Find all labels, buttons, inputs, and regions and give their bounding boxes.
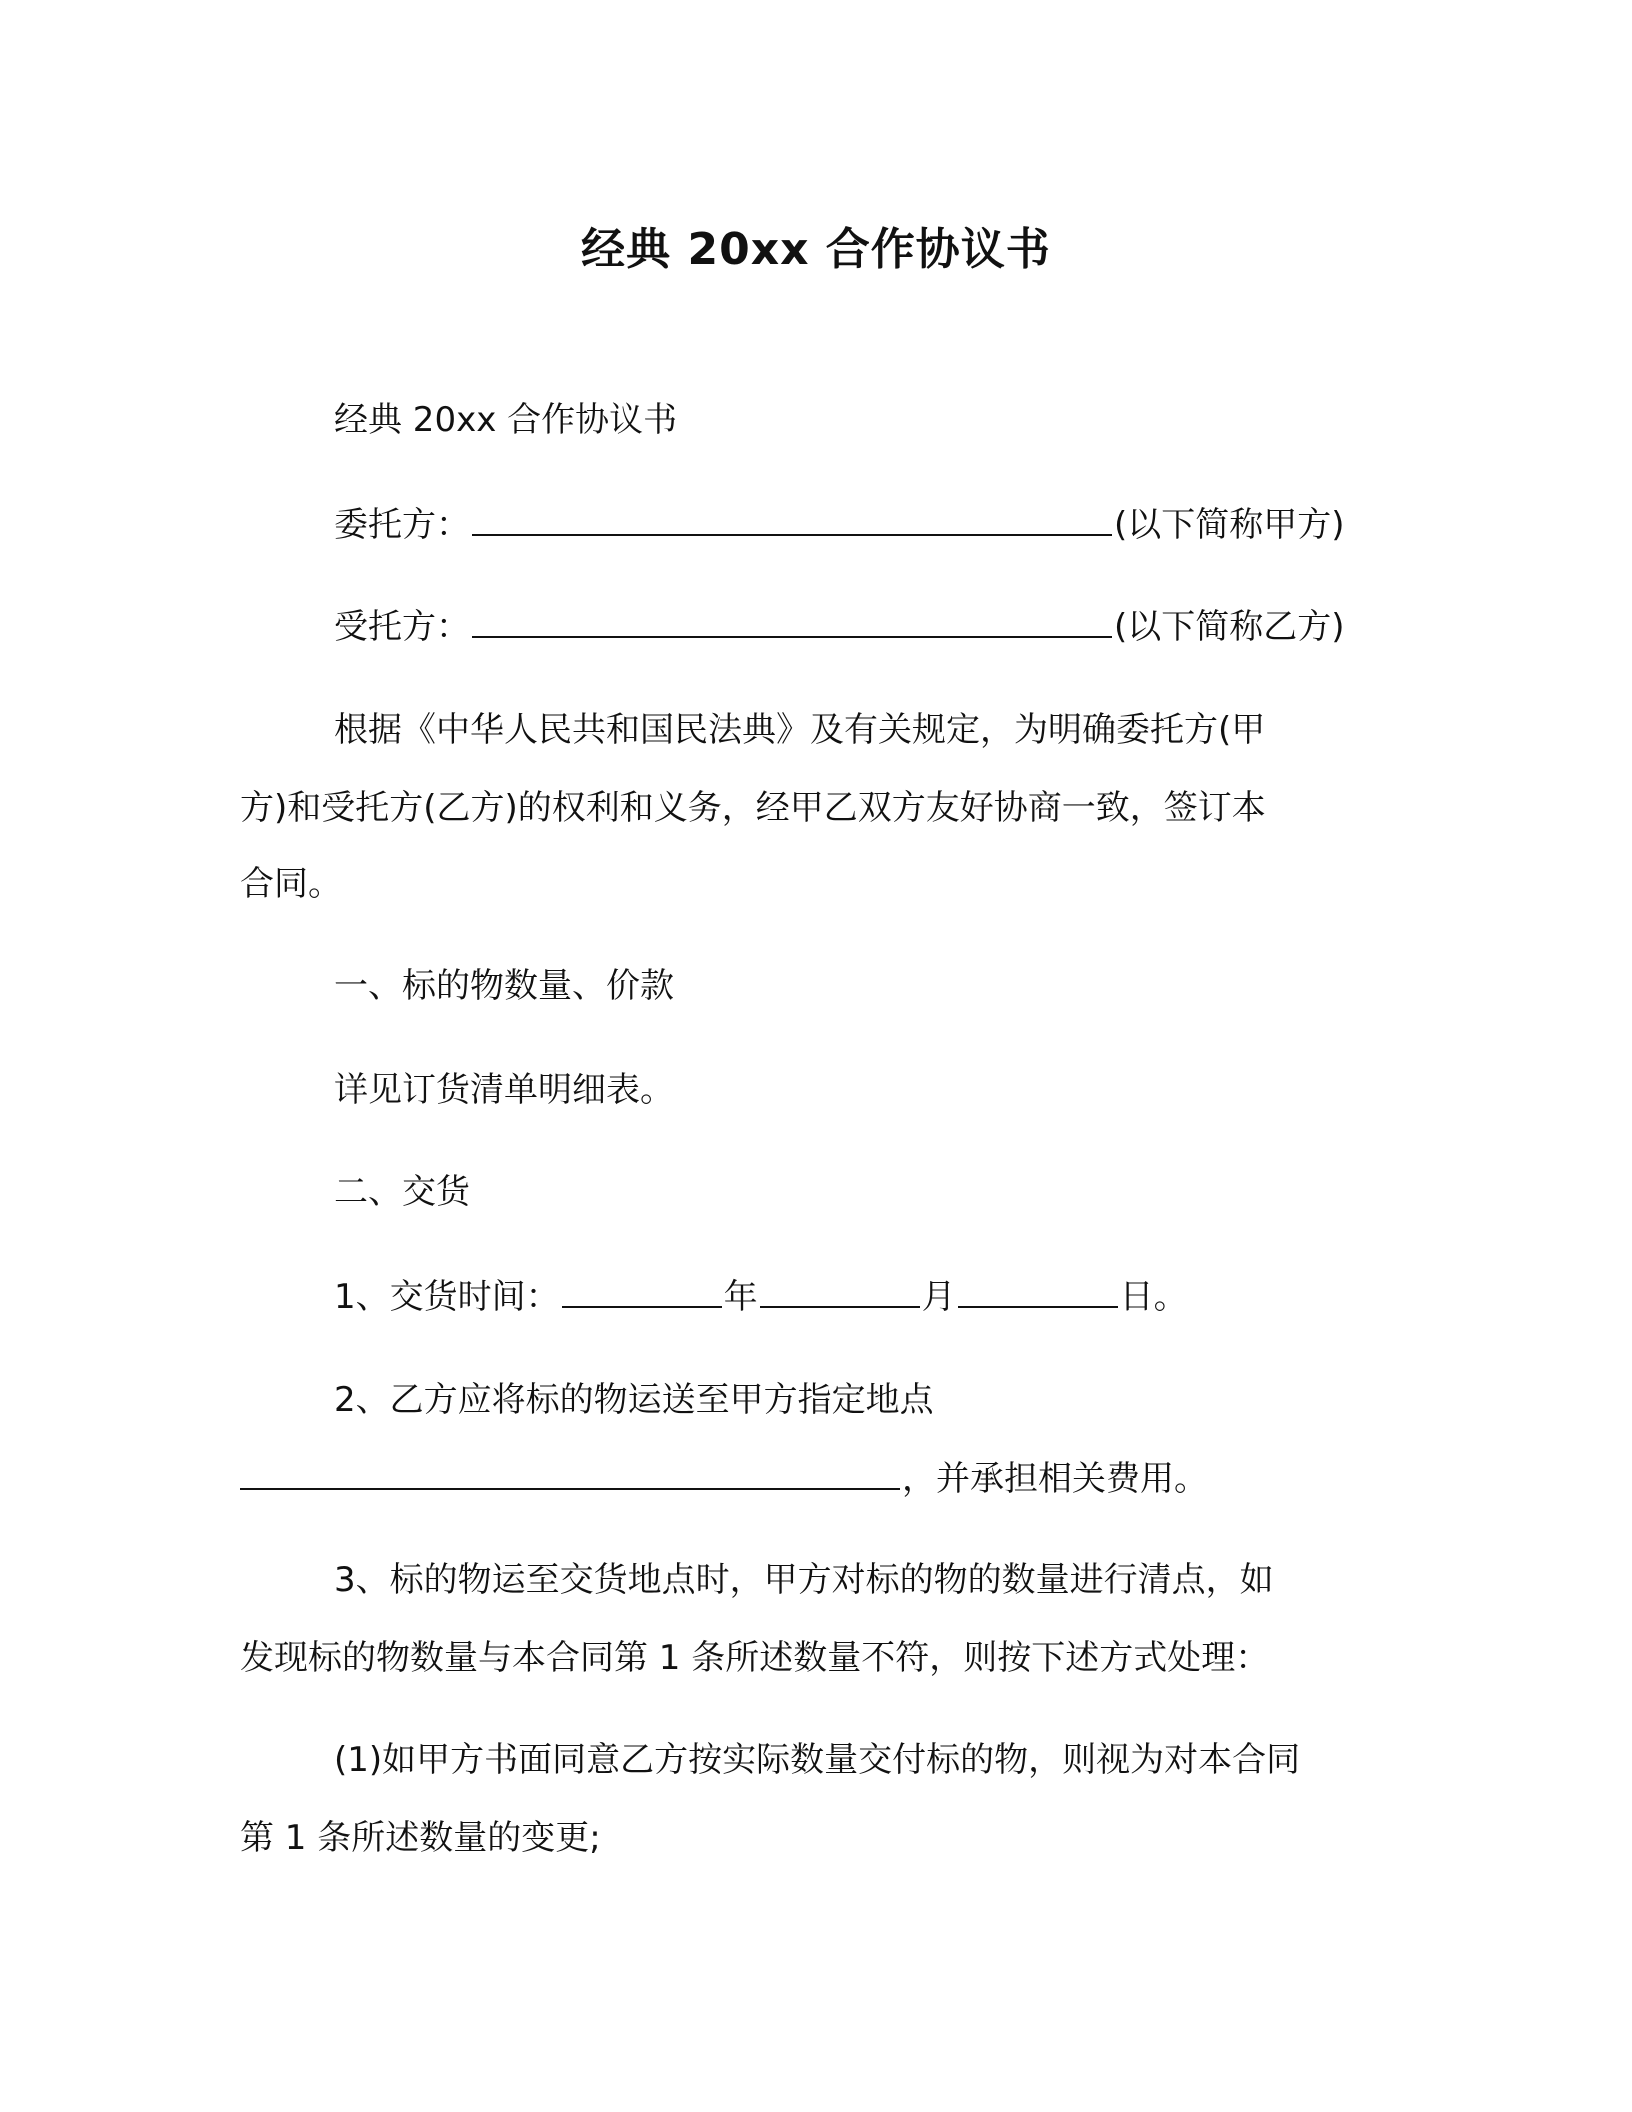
item1-label: 1、交货时间： — [334, 1277, 560, 1317]
location-blank — [240, 1454, 900, 1490]
client-line — [334, 500, 1400, 549]
client-label: 委托方： — [334, 505, 470, 545]
intro-line-3: 合同。 — [240, 864, 342, 904]
month-blank — [760, 1272, 920, 1308]
item3-sub1-line-2: 第 1 条所述数量的变更; — [240, 1818, 601, 1858]
heading-line: 经典 20xx 合作协议书 — [334, 400, 678, 440]
item2-line-2 — [240, 1454, 1400, 1503]
year-blank — [562, 1272, 722, 1308]
item2-line-1: 2、乙方应将标的物运送至甲方指定地点 — [334, 1380, 934, 1420]
client-blank — [472, 500, 1112, 536]
section2-heading: 二、交货 — [334, 1172, 470, 1212]
agent-suffix: (以下简称乙方) — [1114, 607, 1345, 647]
item1-day: 日。 — [1119, 1277, 1188, 1317]
item1-month: 月 — [921, 1277, 956, 1317]
intro-line-1: 根据《中华人民共和国民法典》及有关规定，为明确委托方(甲 — [334, 710, 1266, 750]
agent-line — [334, 602, 1400, 651]
item1-year: 年 — [723, 1277, 758, 1317]
item3-sub1-line-1: (1)如甲方书面同意乙方按实际数量交付标的物，则视为对本合同 — [334, 1740, 1301, 1780]
item3-line-1: 3、标的物运至交货地点时，甲方对标的物的数量进行清点，如 — [334, 1560, 1274, 1600]
client-suffix: (以下简称甲方) — [1114, 505, 1345, 545]
item1-line — [334, 1272, 1400, 1321]
agent-blank — [472, 602, 1112, 638]
item2-suffix: ，并承担相关费用。 — [902, 1459, 1208, 1499]
intro-line-2: 方)和受托方(乙方)的权利和义务，经甲乙双方友好协商一致，签订本 — [240, 788, 1266, 828]
agent-label: 受托方： — [334, 607, 470, 647]
section1-heading: 一、标的物数量、价款 — [334, 966, 674, 1006]
item3-line-2: 发现标的物数量与本合同第 1 条所述数量不符，则按下述方式处理： — [240, 1638, 1270, 1678]
section1-body: 详见订货清单明细表。 — [334, 1070, 674, 1110]
day-blank — [958, 1272, 1118, 1308]
document-title: 经典 20xx 合作协议书 — [581, 224, 1051, 275]
